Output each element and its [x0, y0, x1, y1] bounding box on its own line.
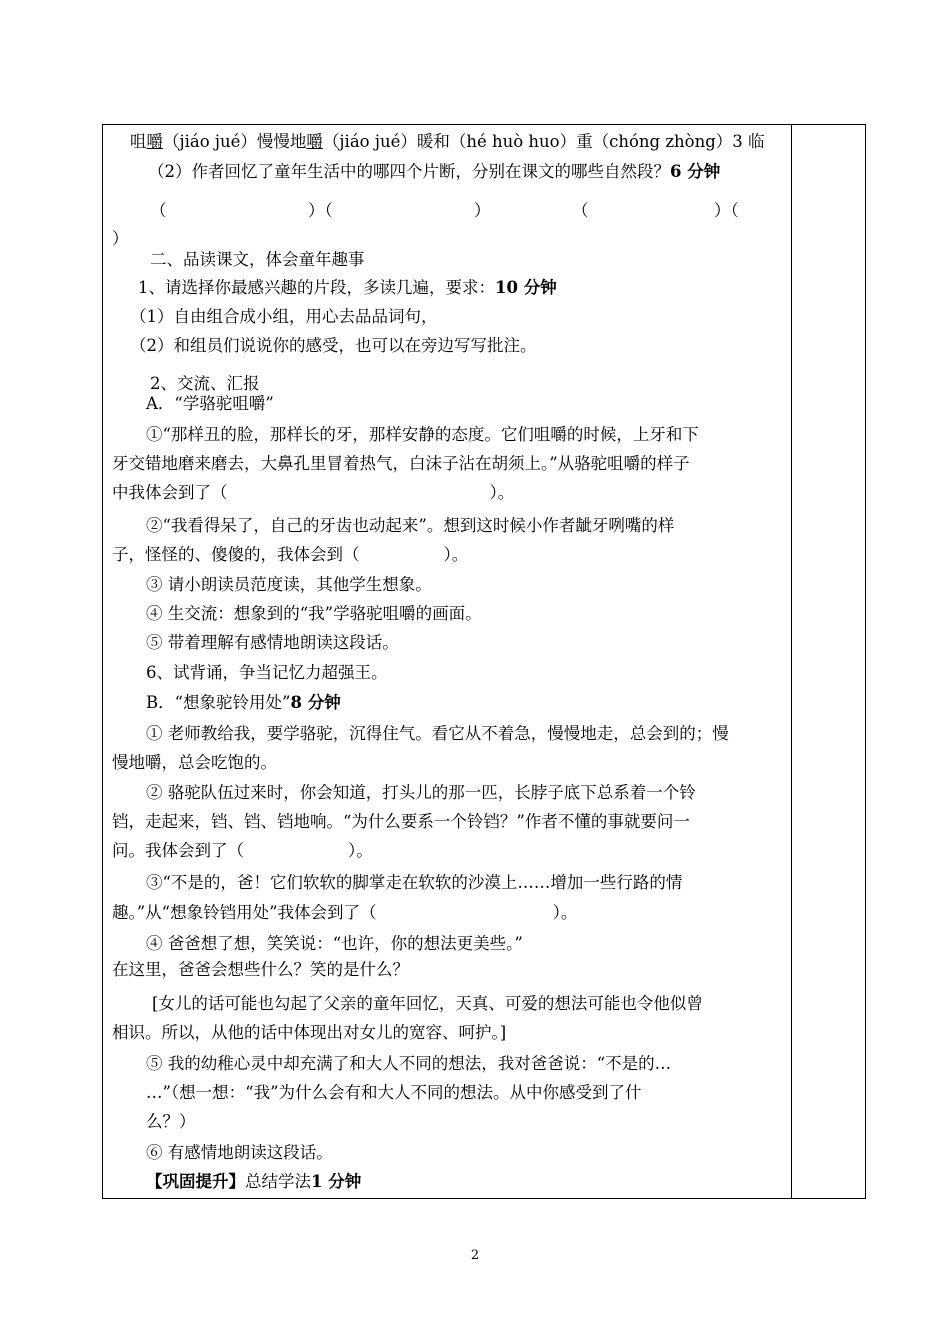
task-1-step: （2）和组员们说说你的感受，也可以在旁边写写批注。 [130, 336, 537, 355]
paragraph: …”（想一想：“我”为什么会有和大人不同的想法。从中你感受到了什 [146, 1083, 642, 1102]
paragraph: 铛，走起来，铛、铛、铛地响。“为什么要系一个铃铛？”作者不懂的事就要问一 [112, 812, 690, 831]
answer-blank-paren: ） [112, 229, 129, 248]
task-2: 2、交流、汇报 [150, 374, 260, 393]
paragraph: 在这里，爸爸会想些什么？笑的是什么？ [112, 960, 409, 979]
paragraph: ①“那样丑的脸，那样长的牙，那样安静的态度。它们咀嚼的时候，上牙和下 [146, 425, 699, 444]
paragraph: 相识。所以，从他的话中体现出对女儿的宽容、呵护。] [112, 1023, 507, 1042]
fill-blank-line: 子，怪怪的、傻傻的，我体会到（ ）。 [112, 545, 469, 564]
list-item: ③ 请小朗读员范度读，其他学生想象。 [146, 575, 432, 594]
answer-blank-paren: （ [150, 201, 167, 220]
paragraph: 牙交错地磨来磨去，大鼻孔里冒着热气，白沫子沾在胡须上。”从骆驼咀嚼的样子 [112, 454, 690, 473]
column-divider [791, 125, 792, 1198]
paragraph: ② 骆驼队伍过来时，你会知道，打头儿的那一匹，长脖子底下总系着一个铃 [146, 783, 696, 802]
page-number: 2 [470, 1248, 480, 1263]
paragraph: [女儿的话可能也勾起了父亲的童年回忆，天真、可爱的想法可能也令他似曾 [152, 994, 703, 1013]
fill-blank-line: 趣。”从“想象铃铛用处”我体会到了（ ）。 [112, 903, 578, 922]
task-1: 1、请选择你最感兴趣的片段，多读几遍，要求：10 分钟 [138, 278, 557, 297]
fill-blank-line: 问。我体会到了（ ）。 [112, 841, 373, 860]
pinyin-line: 咀嚼（jiáo jué）慢慢地嚼（jiáo jué）暖和（hé huò huo）重（chóng zhòng）3 临 [130, 132, 765, 151]
paragraph: ③“不是的，爸！它们软软的脚掌走在软软的沙漠上……增加一些行路的情 [146, 873, 683, 892]
list-item: ④ 生交流：想象到的“我”学骆驼咀嚼的画面。 [146, 604, 482, 623]
paragraph: ① 老师教给我，要学骆驼，沉得住气。看它从不着急，慢慢地走，总会到的；慢 [146, 724, 729, 743]
answer-blank-paren: ） [474, 201, 491, 220]
fill-blank-line: 中我体会到了（ ）。 [112, 483, 515, 502]
paragraph: ⑤ 我的幼稚心灵中却充满了和大人不同的想法，我对爸爸说：“不是的… [146, 1054, 672, 1073]
paragraph: ④ 爸爸想了想，笑笑说：“也许，你的想法更美些。” [146, 934, 523, 953]
answer-blank-paren: ）（ [308, 201, 333, 220]
answer-blank-paren: ）（ [714, 201, 739, 220]
consolidation-heading: 【巩固提升】总结学法1 分钟 [146, 1172, 362, 1191]
subsection-b: B．“想象驼铃用处”8 分钟 [146, 693, 341, 712]
paragraph: 么？） [146, 1112, 196, 1131]
section-heading: 二、品读课文，体会童年趣事 [150, 250, 365, 269]
task-1-step: （1）自由组合成小组，用心去品品词句， [130, 307, 438, 326]
paragraph: 慢地嚼，总会吃饱的。 [112, 753, 277, 772]
list-item: 6、试背诵，争当记忆力超强王。 [146, 663, 388, 682]
list-item: ⑥ 有感情地朗读这段话。 [146, 1143, 333, 1162]
paragraph: ②“我看得呆了，自己的牙齿也动起来”。想到这时候小作者龇牙咧嘴的样 [146, 516, 675, 535]
subsection-a: A．“学骆驼咀嚼” [146, 394, 274, 413]
list-item: ⑤ 带着理解有感情地朗读这段话。 [146, 633, 399, 652]
question-2: （2）作者回忆了童年生活中的哪四个片断，分别在课文的哪些自然段？6 分钟 [148, 162, 721, 181]
answer-blank-paren: （ [572, 201, 589, 220]
